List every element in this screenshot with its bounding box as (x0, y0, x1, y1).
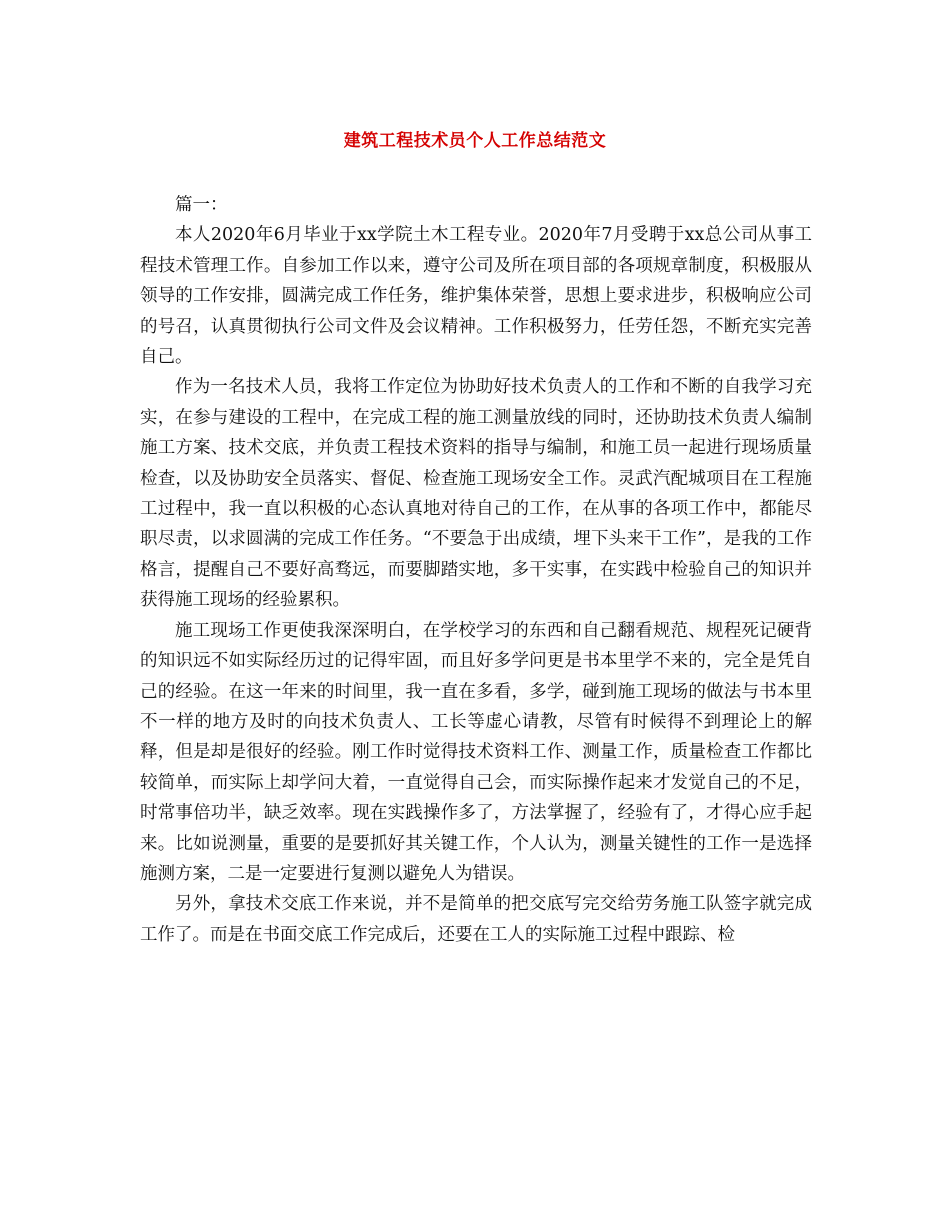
section-label: 篇一： (175, 195, 228, 215)
document-title: 建筑工程技术员个人工作总结范文 (343, 131, 607, 151)
paragraph-3: 施工现场工作更使我深深明白，在学校学习的东西和自己翻看规范、规程死记硬背的知识远不如实际经历过的记得牢固，而且好多学问更是书本里学不来的，完全是凭自己的经验。在这一年来的时间里，我一直在多看，多学，碰到施工现场的做法与书本里不一样的地方及时的向技术负责人、工长等虚心请教，尽管有时候得不到理论上的解释，但是却是很好的经验。刚工作时觉得技术资料工作、测量工作，质量检查工作都比较简单，而实际上却学问大着，一直觉得自己会，而实际操作起来才发觉自己的不足，时常事倍功半，缺乏效率。现在实践操作多了，方法掌握了，经验有了，才得心应手起来。比如说测量，重要的是要抓好其关键工作，个人认为，测量关键性的工作一是选择施测方案，二是一定要进行复测以避免人为错误。 (140, 620, 812, 884)
paragraph-2: 作为一名技术人员，我将工作定位为协助好技术负责人的工作和不断的自我学习充实，在参与建设的工程中，在完成工程的施工测量放线的同时，还协助技术负责人编制施工方案、技术交底，并负责工程技术资料的指导与编制，和施工员一起进行现场质量检查，以及协助安全员落实、督促、检查施工现场安全工作。灵武汽配城项目在工程施工过程中，我一直以积极的心态认真地对待自己的工作，在从事的各项工作中，都能尽职尽责，以求圆满的完成工作任务。“不要急于出成绩，埋下头来干工作”，是我的工作格言，提醒自己不要好高骛远，而要脚踏实地，多干实事，在实践中检验自己的知识并获得施工现场的经验累积。 (140, 377, 812, 611)
paragraph-1: 本人2020年6月毕业于xx学院土木工程专业。2020年7月受聘于xx总公司从事工程技术管理工作。自参加工作以来，遵守公司及所在项目部的各项规章制度，积极服从领导的工作安排，圆满完成工作任务，维护集体荣誉，思想上要求进步，积极响应公司的号召，认真贯彻执行公司文件及会议精神。工作积极努力，任劳任怨，不断充实完善自己。 (140, 225, 812, 368)
paragraph-4: 另外，拿技术交底工作来说，并不是简单的把交底写完交给劳务施工队签字就完成工作了。而是在书面交底工作完成后，还要在工人的实际施工过程中跟踪、检 (140, 894, 812, 945)
document-body (140, 190, 812, 950)
